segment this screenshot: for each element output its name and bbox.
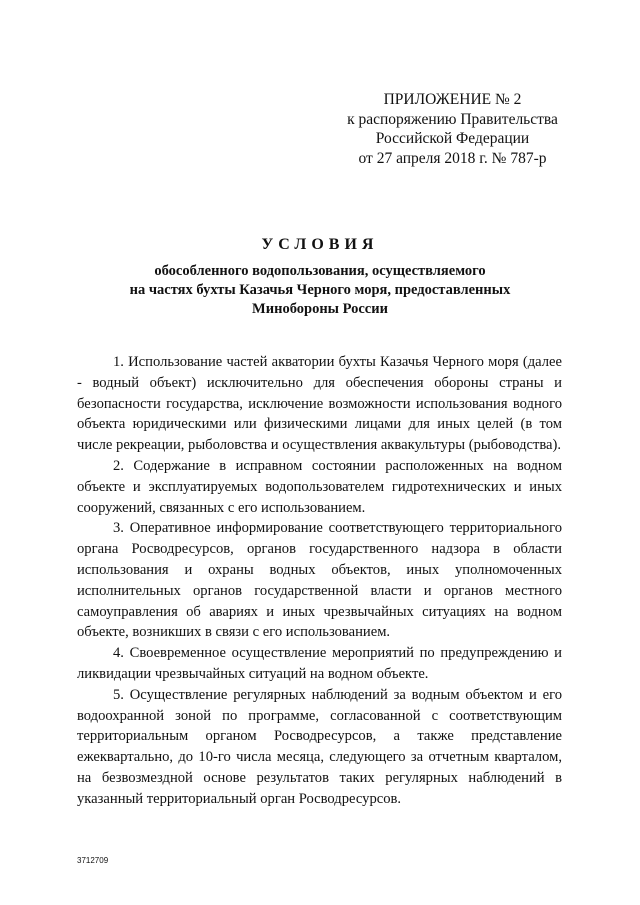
document-code: 3712709 [77, 856, 109, 865]
paragraph-2: 2. Содержание в исправном состоянии расположенных на водном объекте и эксплуатируемых водопользователем гидротехнических и иных сооружений, связанных с его использованием. [77, 457, 562, 516]
appendix-reference: к распоряжению Правительства [347, 110, 558, 128]
appendix-date-number: от 27 апреля 2018 г. № 787-р [358, 149, 547, 167]
paragraph-5: 5. Осуществление регулярных наблюдений за водным объектом и его водоохранной зоной по программе, согласованной с соответствующим территориальным органом Росводресурсов, а также представление ежеквартально, до 10-го числа месяца, следующего за отчетным кварталом, на безвозмездной основе результатов таких регулярных наблюдений в указанный территориальный орган Росводресурсов. [77, 686, 562, 807]
document-subtitle [80, 262, 560, 319]
paragraph-3: 3. Оперативное информирование соответствующего территориального органа Росводресурсов, органов государственного надзора в области использования и охраны водных объектов, иных уполномоченных исполнительных органов государственной власти и органов местного самоуправления об авариях и иных чрезвычайных ситуациях на водном объекте, возникших в связи с его использованием. [77, 520, 562, 641]
paragraph-1: 1. Использование частей акватории бухты Казачья Черного моря (далее - водный объект) исключительно для обеспечения обороны страны и безопасности государства, исключение возможности использования водного объекта юридическими или физическими лицами для иных целей (в том числе рекреации, рыболовства и осуществления аквакультуры (рыбоводства). [77, 354, 562, 454]
paragraph-4: 4. Своевременное осуществление мероприятий по предупреждению и ликвидации чрезвычайных ситуаций на водном объекте. [77, 645, 562, 682]
appendix-header [330, 90, 575, 168]
subtitle-line-1: обособленного водопользования, осуществляемого [154, 263, 486, 279]
document-title: УСЛОВИЯ [261, 236, 379, 253]
subtitle-line-3: Минобороны России [252, 301, 388, 317]
subtitle-line-2: на частях бухты Казачья Черного моря, предоставленных [129, 282, 511, 298]
appendix-authority: Российской Федерации [375, 130, 530, 147]
appendix-number: ПРИЛОЖЕНИЕ № 2 [383, 91, 522, 108]
document-body [77, 352, 562, 810]
